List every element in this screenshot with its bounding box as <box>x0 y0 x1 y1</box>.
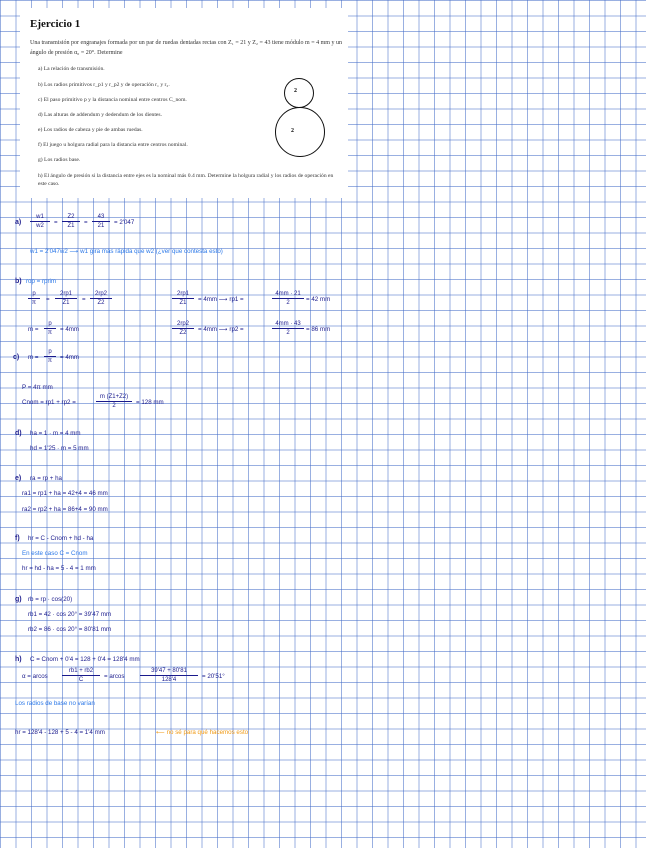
label-e: e) <box>15 475 22 482</box>
question-g: g) Los radios base. <box>38 157 81 163</box>
e-ra1: ra1 = rp1 + ha = 42+4 = 46 mm <box>22 490 108 497</box>
b-r2-res: = 86 mm <box>306 326 331 333</box>
question-f: f) El juego u holgura radial para la distancia entre centros nominal. <box>38 142 188 148</box>
g-rb2: rb2 = 86 · cos 20° = 80'81 mm <box>28 626 112 633</box>
h-orange-note: ⟵ no sé para qué hacemos esto <box>156 729 249 736</box>
g-rb1: rb1 = 42 · cos 20° = 39'47 mm <box>28 611 112 618</box>
big-gear-label: 2 <box>291 128 294 134</box>
c-cnom: Cnom = rp1 + rp2 = <box>22 399 76 406</box>
label-a: a) <box>15 219 22 226</box>
exercise-intro: Una transmisión por engranajes formada por un par de ruedas dentadas rectas con Z₁ = 21 y Z₂ = 43 tiene módulo m = 4 mm y un ángulo de presión α₀ = 20°. Determine <box>30 40 342 56</box>
d-addendum: ha = 1 · m = 4 mm <box>30 430 81 437</box>
question-a: a) La relación de transmisión. <box>38 66 105 72</box>
question-e: e) Los radios de cabeza y pie de ambas ruedas. <box>38 127 143 133</box>
question-b: b) Los radios primitivos r_p1 y r_p2 y de operación r₁ y r₂. <box>38 82 170 88</box>
exercise-sheet <box>20 8 348 198</box>
d-dedendum: hd = 1'25 · m = 5 mm <box>30 445 89 452</box>
note-a: w1 = 2'047w2 ⟶ w1 gira más rápida que w2 (¿ver que contesta esto) <box>30 248 223 255</box>
label-h: h) <box>15 656 22 663</box>
h-alpha-res: = 20'51° <box>202 673 225 680</box>
small-gear-label: 2 <box>294 88 297 94</box>
e-ra2: ra2 = rp2 + ha = 86+4 = 90 mm <box>22 506 108 513</box>
big-gear-figure <box>275 107 325 157</box>
c-cnom-res: = 128 mm <box>136 399 164 406</box>
label-g: g) <box>15 596 22 603</box>
frac-w: $\frac{w1}{w2}$ <box>30 213 50 230</box>
b-r1-mid: = 4mm ⟶ rp1 = <box>198 296 244 303</box>
b-r1-res: = 42 mm <box>306 296 331 303</box>
f-note: En este caso C = Cnom <box>22 550 88 557</box>
label-f: f) <box>15 535 20 542</box>
question-h: h) El ángulo de presión si la distancia entre ejes es la nominal más 0.4 mm. Determine la holgura radial y los radios de operación en este caso. <box>38 173 334 187</box>
label-c: c) <box>13 354 20 361</box>
frac-ratio: $\frac{43}{21}$ <box>92 213 110 230</box>
b-r2-mid: = 4mm ⟶ rp2 = <box>198 326 244 333</box>
question-d: d) Las alturas de addendum y dedendum de los dientes. <box>38 112 162 118</box>
label-d: d) <box>15 430 22 437</box>
h-note: Los radios de base no varían <box>15 700 95 707</box>
frac-z: $\frac{Z2}{Z1}$ <box>62 213 80 230</box>
f-hr: hr = hd - ha = 5 - 4 = 1 mm <box>22 565 96 572</box>
h-c: C = Cnom + 0'4 = 128 + 0'4 = 128'4 mm <box>30 656 140 663</box>
exercise-title: Ejercicio 1 <box>30 18 81 30</box>
h-hr: hr = 128'4 - 128 + 5 - 4 = 1'4 mm <box>15 729 105 736</box>
c-pitch: P = 4π mm <box>22 384 53 391</box>
b-head: rop = rprim <box>26 278 57 285</box>
label-b: b) <box>15 278 22 285</box>
question-c: c) El paso primitivo p y la distancia nominal entre centros C_nom. <box>38 97 187 103</box>
result-a: = 2'047 <box>114 219 135 226</box>
small-gear-figure <box>284 78 314 108</box>
